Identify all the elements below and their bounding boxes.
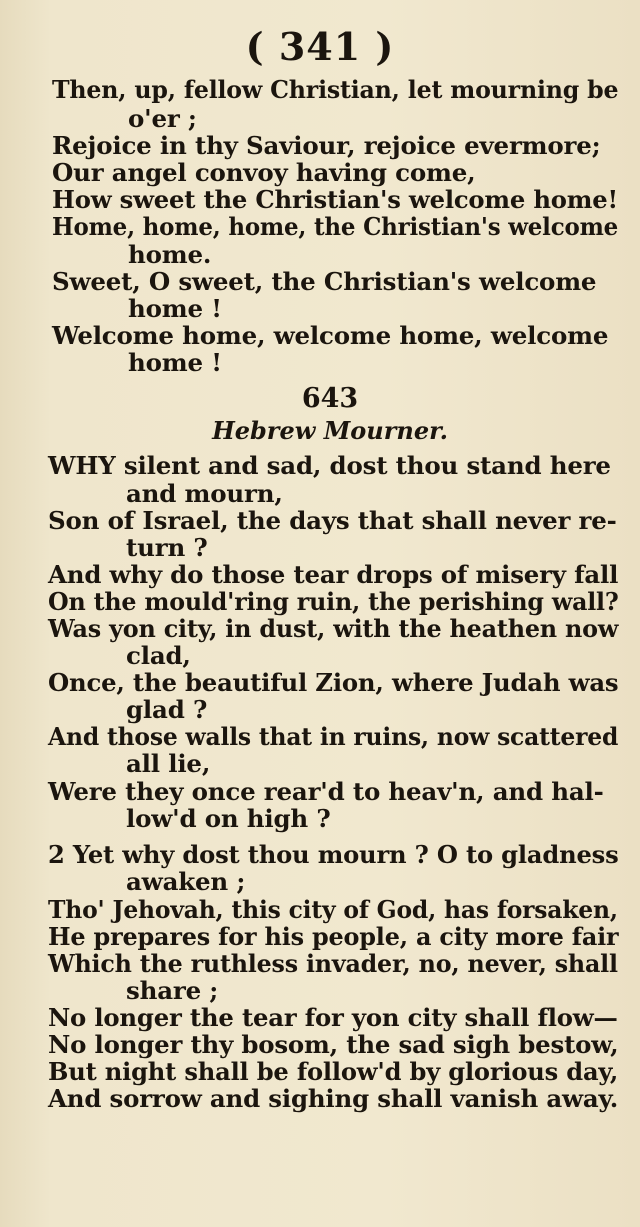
verse-line: home. bbox=[128, 240, 212, 269]
verse-line: o'er ; bbox=[128, 104, 197, 133]
hymn-number: 643 bbox=[301, 383, 359, 414]
verse-line: Were they once rear'd to heav'n, and hal- bbox=[48, 777, 604, 806]
verse-line: home ! bbox=[128, 348, 222, 377]
verse-line: And sorrow and sighing shall vanish away. bbox=[48, 1084, 619, 1113]
verse-line: share ; bbox=[126, 976, 219, 1005]
verse-line: glad ? bbox=[126, 695, 208, 724]
verse-line: But night shall be follow'd by glorious day, bbox=[48, 1057, 619, 1086]
verse-line: Once, the beautiful Zion, where Judah was bbox=[48, 668, 619, 697]
verse-line: low'd on high ? bbox=[126, 804, 331, 833]
hymn-title: Hebrew Mourner. bbox=[212, 416, 448, 445]
verse-line: 2 Yet why dost thou mourn ? O to gladness bbox=[48, 840, 619, 869]
verse-line: Our angel convoy having come, bbox=[52, 158, 476, 187]
verse-line: Son of Israel, the days that shall never re- bbox=[48, 506, 617, 535]
verse-line: Then, up, fellow Christian, let mourning be bbox=[52, 75, 619, 104]
verse-line: home ! bbox=[128, 294, 222, 323]
verse-line: Was yon city, in dust, with the heathen now bbox=[48, 614, 619, 643]
verse-line: turn ? bbox=[126, 533, 208, 562]
verse-line: Tho' Jehovah, this city of God, has forsaken, bbox=[48, 895, 618, 924]
verse-line: awaken ; bbox=[126, 867, 246, 896]
verse-line: Sweet, O sweet, the Christian's welcome bbox=[52, 267, 597, 296]
verse-line: Welcome home, welcome home, welcome bbox=[52, 321, 609, 350]
verse-line: Which the ruthless invader, no, never, shall bbox=[48, 949, 618, 978]
verse-line: He prepares for his people, a city more fair bbox=[48, 922, 619, 951]
verse-line: On the mould'ring ruin, the perishing wall? bbox=[48, 587, 619, 616]
verse-line: WHY silent and sad, dost thou stand here bbox=[48, 451, 611, 480]
verse-line: and mourn, bbox=[126, 479, 283, 508]
verse-line: No longer thy bosom, the sad sigh bestow, bbox=[48, 1030, 619, 1059]
verse-line: No longer the tear for yon city shall flow— bbox=[48, 1003, 618, 1032]
verse-line: Home, home, home, the Christian's welcome bbox=[52, 212, 619, 241]
verse-line: all lie, bbox=[126, 749, 211, 778]
page-number: ( 341 ) bbox=[245, 24, 395, 69]
verse-line: And those walls that in ruins, now scattered bbox=[48, 722, 619, 751]
verse-line: How sweet the Christian's welcome home! bbox=[52, 185, 618, 214]
verse-line: And why do those tear drops of misery fall bbox=[48, 560, 619, 589]
verse-line: Rejoice in thy Saviour, rejoice evermore; bbox=[52, 131, 601, 160]
verse-line: clad, bbox=[126, 641, 191, 670]
